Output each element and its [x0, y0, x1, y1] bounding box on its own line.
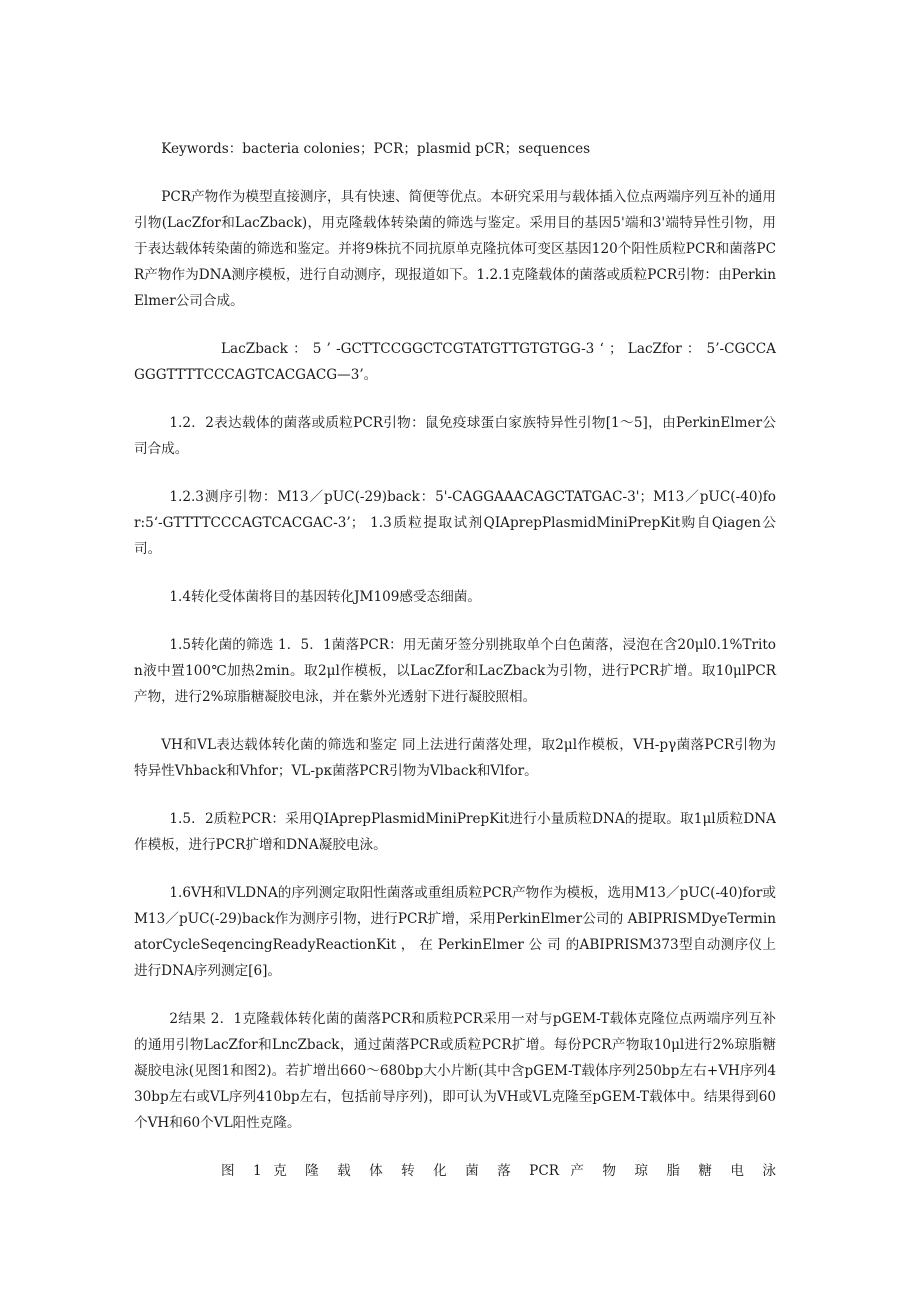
keywords-line: Keywords：bacteria colonies；PCR；plasmid pCR；sequences — [161, 141, 591, 157]
screening-paragraph: 1.5转化菌的筛选 1．5．1菌落PCR：用无菌牙签分别挑取单个白色菌落，浸泡在含20μl0.1%Triton液中置100℃加热2min。取2μl作模板，以LacZfor和LacZback为引物，进行PCR扩增。取10μlPCR产物，进行2%琼脂糖凝胶电泳，并在紫外光透射下进行凝胶照相。 — [134, 637, 776, 705]
transformation-paragraph: 1.4转化受体菌将目的基因转化JM109感受态细菌。 — [169, 589, 481, 605]
plasmid-pcr-paragraph: 1.5．2质粒PCR：采用QIAprepPlasmidMiniPrepKit进行小量质粒DNA的提取。取1μl质粒DNA作模板，进行PCR扩增和DNA凝胶电泳。 — [134, 811, 776, 853]
figure-caption: 图 1 克 隆 载 体 转 化 菌 落 PCR 产 物 琼 脂 糖 电 泳 — [221, 1163, 776, 1179]
intro-paragraph: PCR产物作为模型直接测序，具有快速、简便等优点。本研究采用与载体插入位点两端序列互补的通用引物(LacZfor和LacZback)，用克隆载体转染菌的筛选与鉴定。采用目的基因5'端和3'端特异性引物，用于表达载体转染菌的筛选和鉴定。并将9株抗不同抗原单克隆抗体可变区基因120个阳性质粒PCR和菌落PCR产物作为DNA测序模板，进行自动测序，现报道如下。1.2.1克隆载体的菌落或质粒PCR引物：由PerkinElmer公司合成。 — [134, 189, 776, 309]
vh-vl-screening-paragraph: VH和VL表达载体转化菌的筛选和鉴定 同上法进行菌落处理，取2μl作模板，VH-pγ菌落PCR引物为特异性Vhback和Vhfor；VL-pκ菌落PCR引物为Vlback和Vlfor。 — [134, 737, 776, 779]
sequencing-paragraph: 1.6VH和VLDNA的序列测定取阳性菌落或重组质粒PCR产物作为模板，选用M13／pUC(-40)for或M13／pUC(-29)back作为测序引物，进行PCR扩增，采用PerkinElmer公司的 ABIPRISMDyeTerminatorCycleSeqencingReadyReactionKit ， 在 PerkinElmer 公 司 的ABIPRISM373型自动测序仪上进行DNA序列测定[6]。 — [134, 885, 776, 979]
results-paragraph: 2结果 2．1克隆载体转化菌的菌落PCR和质粒PCR采用一对与pGEM-T载体克隆位点两端序列互补的通用引物LacZfor和LncZback，通过菌落PCR或质粒PCR扩增。每份PCR产物取10μl进行2%琼脂糖凝胶电泳(见图1和图2)。若扩增出660～680bp大小片断(其中含pGEM-T载体序列250bp左右+VH序列430bp左右或VL序列410bp左右，包括前导序列)，即可认为VH或VL克隆至pGEM-T载体中。结果得到60个VH和60个VL阳性克隆。 — [134, 1011, 776, 1131]
sequencing-primers-paragraph: 1.2.3测序引物：M13／pUC(-29)back：5'-CAGGAAACAGCTATGAC-3'；M13／pUC(-40)for:5‘-GTTTTCCCAGTCACGAC-3’； 1.3质粒提取试剂QIAprepPlasmidMiniPrepKit购自Qiagen公司。 — [134, 489, 776, 557]
cloning-primers-paragraph: LacZback ： 5 ’ -GCTTCCGGCTCGTATGTTGTGTGG-3 ‘ ； LacZfor ： 5’-CGCCAGGGTTTTCCCAGTCACGACG—3’。 — [134, 341, 776, 383]
expression-primers-paragraph: 1.2．2表达载体的菌落或质粒PCR引物：鼠免疫球蛋白家族特异性引物[1～5]，由PerkinElmer公司合成。 — [134, 415, 776, 457]
document-page — [134, 136, 776, 1206]
